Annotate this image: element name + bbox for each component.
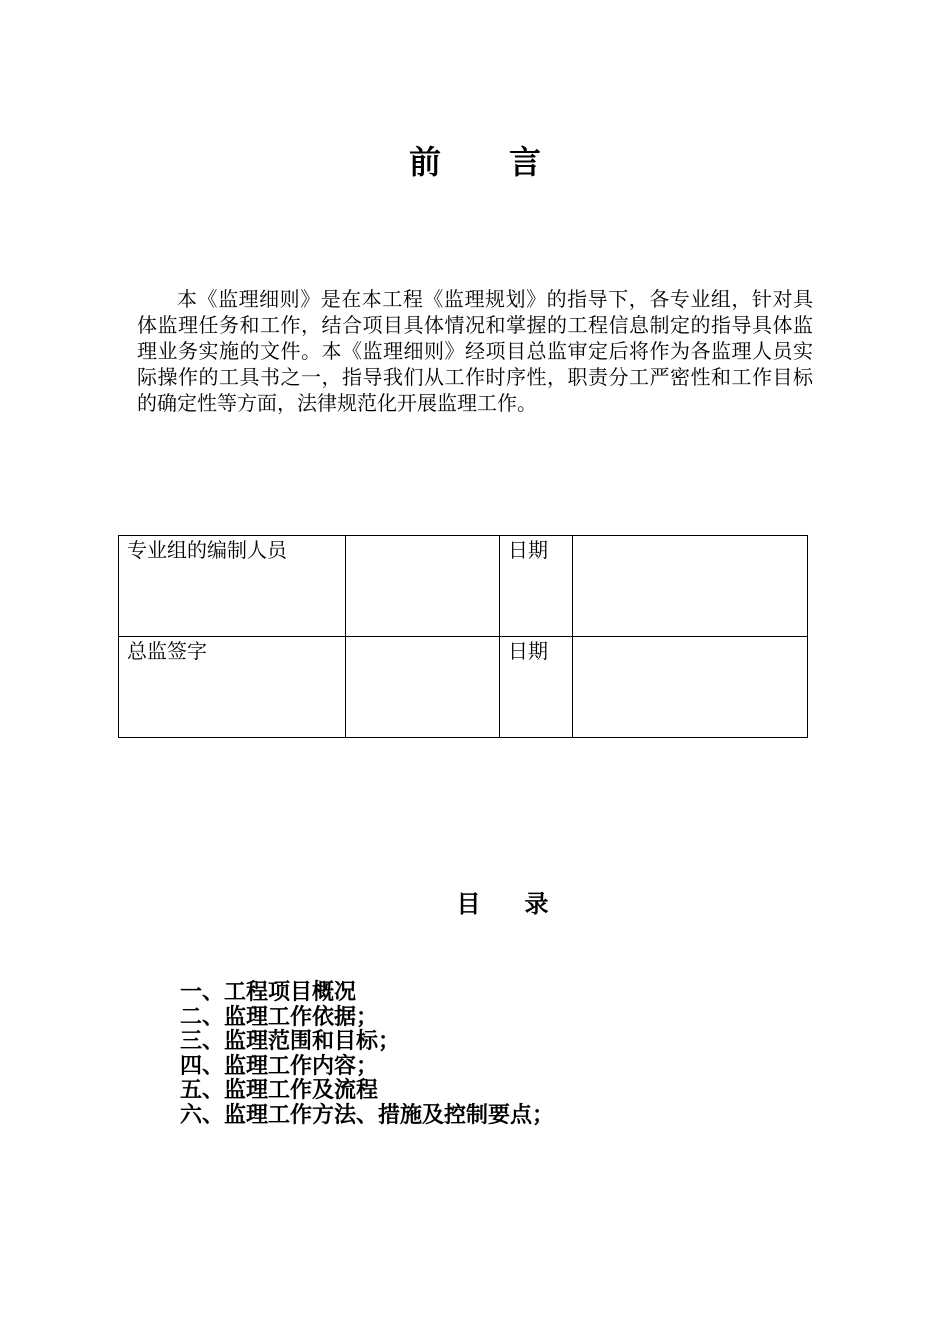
chief-date-value-cell[interactable] bbox=[573, 637, 808, 738]
toc-item[interactable]: 四、监理工作内容； bbox=[180, 1052, 379, 1079]
compilers-value-cell[interactable] bbox=[346, 536, 500, 637]
toc-item[interactable]: 五、监理工作及流程 bbox=[180, 1077, 379, 1103]
preface-paragraph: 本《监理细则》是在本工程《监理规划》的指导下，各专业组，针对具体监理任务和工作，结合项目具体情况和掌握的工程信息制定的指导具体监理业务实施的文件。本《监理细则》经项目总监审定后将作为各监理人员实际操作的工具书之一，指导我们从工作时序性，职责分工严密性和工作目标的确定性等方面，法律规范化开展监理工作。 bbox=[137, 287, 813, 415]
compilers-date-value-cell[interactable] bbox=[573, 536, 808, 637]
toc-item[interactable]: 六、监理工作方法、措施及控制要点； bbox=[180, 1101, 555, 1128]
compilers-date-label-cell: 日期 bbox=[500, 536, 573, 637]
table-row-chief-signature bbox=[119, 637, 808, 738]
toc-item[interactable]: 三、监理范围和目标； bbox=[180, 1028, 401, 1054]
signature-table bbox=[118, 535, 808, 738]
toc-item[interactable]: 一、工程项目概况 bbox=[180, 979, 357, 1005]
chief-signature-value-cell[interactable] bbox=[346, 637, 500, 738]
compilers-label-cell: 专业组的编制人员 bbox=[119, 536, 346, 637]
chief-signature-label-cell: 总监签字 bbox=[119, 637, 346, 738]
table-row-compilers bbox=[119, 536, 808, 637]
toc-list bbox=[180, 980, 554, 1127]
toc-item[interactable]: 二、监理工作依据； bbox=[180, 1003, 379, 1030]
chief-date-label-cell: 日期 bbox=[500, 637, 573, 738]
toc-title: 目录 bbox=[456, 889, 593, 918]
preface-title: 前言 bbox=[408, 143, 609, 181]
